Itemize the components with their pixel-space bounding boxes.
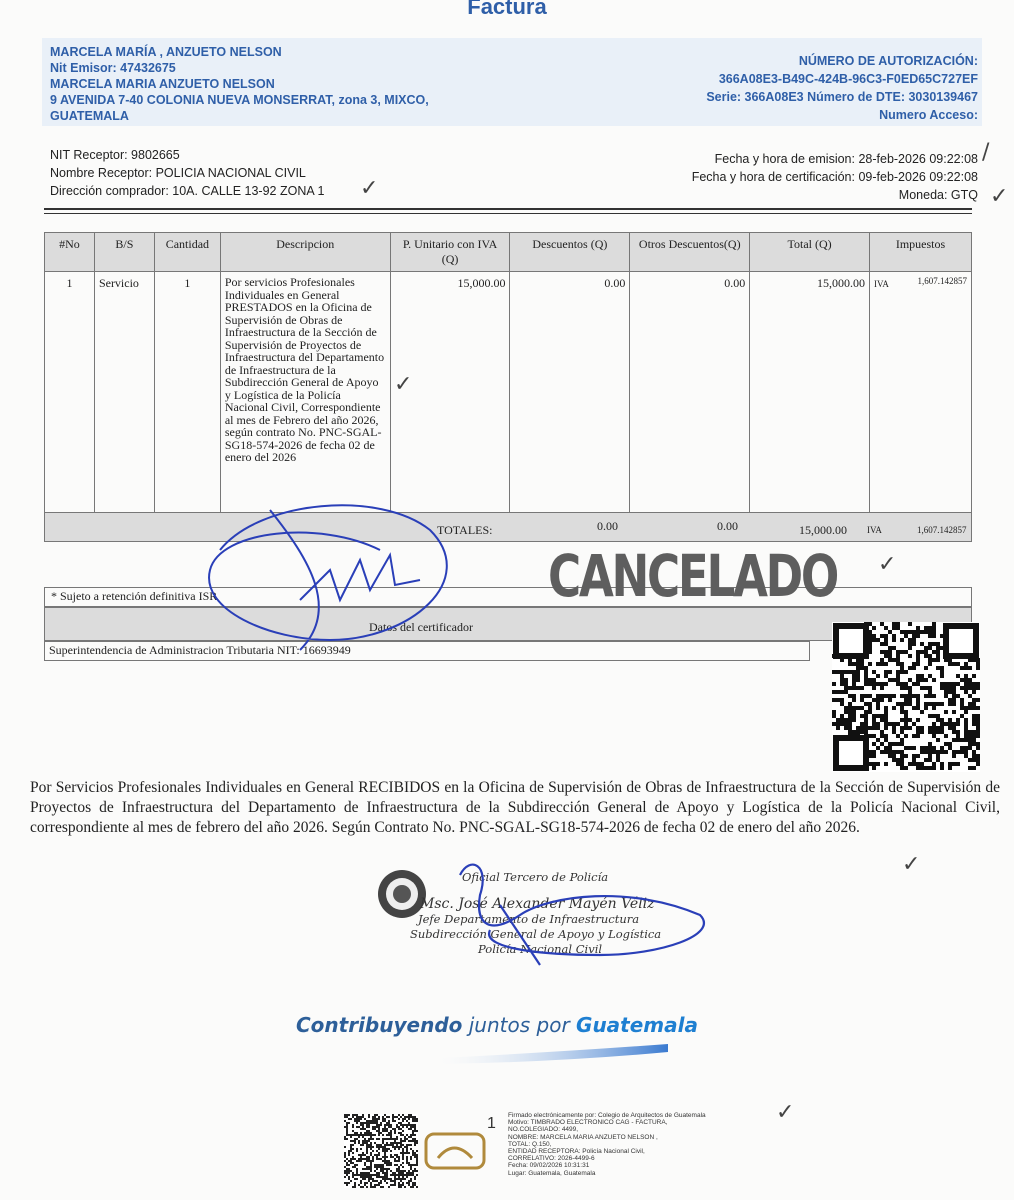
- qr-code: [832, 622, 980, 772]
- tax-value: 1,607.142857: [917, 276, 967, 286]
- footer-line: TOTAL: Q.150,: [508, 1140, 552, 1148]
- issuer-nit: Nit Emisor: 47432675: [50, 61, 176, 75]
- cell-description: Por servicios Profesionales Individuales en General PRESTADOS en la Oficina de Supervisión de Obras de Infraestructura de la Sección de Supervisión de Proyectos de Infraestructura del Departamento de Infraestructura de la Subdirección General de Apoyo y Logística de la Policía Nacional Civil, Correspondiente al mes de Febrero del año 2026, según contrato No. PNC-SGAL-SG18-574-2026 de fecha 02 de enero del 2026: [220, 272, 390, 512]
- table-row: [45, 272, 972, 512]
- issuer-name: MARCELA MARÍA , ANZUETO NELSON: [50, 45, 282, 59]
- signer-rank: Oficial Tercero de Policía: [462, 870, 609, 884]
- check-mark-icon: ✓: [990, 184, 1009, 209]
- check-mark-icon: ✓: [902, 852, 921, 877]
- totals-tax-value: 1,607.142857: [917, 525, 967, 535]
- totals-other-discounts: 0.00: [717, 519, 738, 533]
- col-discounts: Descuentos (Q): [510, 233, 630, 272]
- slogan-part2: juntos por: [462, 1013, 577, 1037]
- divider: [44, 208, 972, 210]
- footer-line: NOMBRE: MARCELA MARIA ANZUETO NELSON ,: [508, 1133, 658, 1141]
- architects-logo-icon: [424, 1132, 486, 1170]
- cell-total: 15,000.00: [750, 272, 870, 512]
- page-number: 1: [487, 1115, 496, 1132]
- cell-no: 1: [45, 272, 95, 512]
- footer-line: ENTIDAD RECEPTORA: Policía Nacional Civil,: [508, 1148, 645, 1156]
- col-bs: B/S: [94, 233, 154, 272]
- cell-other-discounts: 0.00: [630, 272, 750, 512]
- signature-scribble: [180, 490, 500, 660]
- receipt-paragraph: Por Servicios Profesionales Individuales en General RECIBIDOS en la Oficina de Supervisión de Obras de Infraestructura de la Sección de Supervisión de Proyectos de Infraestructura del Departamento de Infraestructura de la Subdirección General de Apoyo y Logística de la Policía Nacional Civil, correspondiente al mes de febrero del año 2026. Según Contrato No. PNC-SGAL-SG18-574-2026 de fecha 02 de enero del año 2026.: [30, 779, 1000, 836]
- divider: [44, 213, 972, 214]
- cell-unit-price: 15,000.00: [390, 272, 510, 512]
- tax-name: IVA: [874, 279, 889, 289]
- table-header-row: [45, 233, 972, 272]
- footer-line: Fecha: 09/02/2026 10:31:31: [508, 1162, 590, 1170]
- check-mark-icon: ✓: [394, 372, 413, 397]
- currency: Moneda: GTQ: [898, 188, 978, 202]
- series-dte: Serie: 366A08E3 Número de DTE: 3030139467: [706, 90, 978, 104]
- issuer-info: [50, 44, 429, 124]
- footer-qr-code: [344, 1114, 418, 1188]
- receiver-name: Nombre Receptor: POLICIA NACIONAL CIVIL: [50, 166, 306, 180]
- slogan-part3: Guatemala: [576, 1013, 698, 1037]
- authorization-info: [706, 52, 978, 124]
- signer-title1: Jefe Departamento de Infraestructura: [418, 912, 640, 926]
- isr-note: * Sujeto a retención definitiva ISR: [44, 587, 972, 607]
- access-number-label: Numero Acceso:: [879, 108, 978, 122]
- cancelado-stamp: CANCELADO: [548, 542, 837, 610]
- issuer-address-line2: GUATEMALA: [50, 109, 129, 123]
- check-mark-icon: ✓: [878, 552, 897, 577]
- col-unit-price: P. Unitario con IVA (Q): [390, 233, 510, 272]
- items-table: [44, 232, 972, 512]
- receiver-nit: NIT Receptor: 9802665: [50, 148, 180, 162]
- col-taxes: Impuestos: [870, 233, 972, 272]
- totals-discounts: 0.00: [597, 519, 618, 533]
- footer-signature-info: [508, 1112, 768, 1177]
- authorization-number: 366A08E3-B49C-424B-96C3-F0ED65C727EF: [718, 72, 978, 86]
- issuer-commercial-name: MARCELA MARIA ANZUETO NELSON: [50, 77, 275, 91]
- footer-line: CORRELATIVO: 2026-4499-6: [508, 1155, 595, 1163]
- slogan: [296, 1013, 698, 1037]
- check-mark-icon: ✓: [360, 176, 379, 201]
- authorization-label: NÚMERO DE AUTORIZACIÓN:: [798, 54, 978, 68]
- receiver-info: [50, 146, 324, 200]
- certification-date: Fecha y hora de certificación: 09-feb-2026 09:22:08: [691, 170, 978, 184]
- document-title: Factura: [467, 0, 547, 19]
- cell-bs: Servicio: [94, 272, 154, 512]
- signer-title3: Policía Nacional Civil: [478, 942, 603, 956]
- dates-info: [692, 150, 978, 204]
- slogan-part1: Contribuyendo: [296, 1013, 463, 1037]
- cell-taxes: [870, 272, 972, 512]
- cell-qty: 1: [154, 272, 220, 512]
- col-other-discounts: Otros Descuentos(Q): [630, 233, 750, 272]
- col-no: #No: [45, 233, 95, 272]
- footer-line: Motivo: TIMBRADO ELECTRONICO CAG - FACTURA,: [508, 1119, 668, 1127]
- official-signature: [400, 855, 720, 975]
- receiver-address: Dirección comprador: 10A. CALLE 13-92 ZONA 1: [50, 184, 325, 198]
- check-mark-icon: ✓: [776, 1100, 795, 1125]
- totals-tax-name: IVA: [867, 525, 882, 535]
- totals-total: 15,000.00: [799, 523, 847, 537]
- footer-line: NO.COLEGIADO: 4499,: [508, 1126, 579, 1134]
- emission-date: Fecha y hora de emision: 28-feb-2026 09:22:08: [714, 152, 978, 166]
- col-desc: Descripcion: [220, 233, 390, 272]
- cell-discounts: 0.00: [510, 272, 630, 512]
- signer-name: Msc. José Alexander Mayén Véliz: [420, 896, 655, 912]
- signer-title2: Subdirección General de Apoyo y Logística: [410, 927, 662, 941]
- certifier-label: Datos del certificador: [369, 620, 473, 634]
- check-mark-icon: /: [982, 140, 990, 165]
- footer-line: Firmado electrónicamente por: Colegio de Arquitectos de Guatemala: [508, 1112, 706, 1119]
- footer-line: Lugar: Guatemala, Guatemala: [508, 1169, 596, 1177]
- col-total: Total (Q): [750, 233, 870, 272]
- issuer-address-line1: 9 AVENIDA 7-40 COLONIA NUEVA MONSERRAT, zona 3, MIXCO,: [50, 93, 429, 107]
- totals-label: TOTALES:: [437, 523, 493, 537]
- col-qty: Cantidad: [154, 233, 220, 272]
- certifier-info: Superintendencia de Administracion Tributaria NIT: 16693949: [44, 641, 810, 661]
- slogan-swoosh: [440, 1040, 670, 1066]
